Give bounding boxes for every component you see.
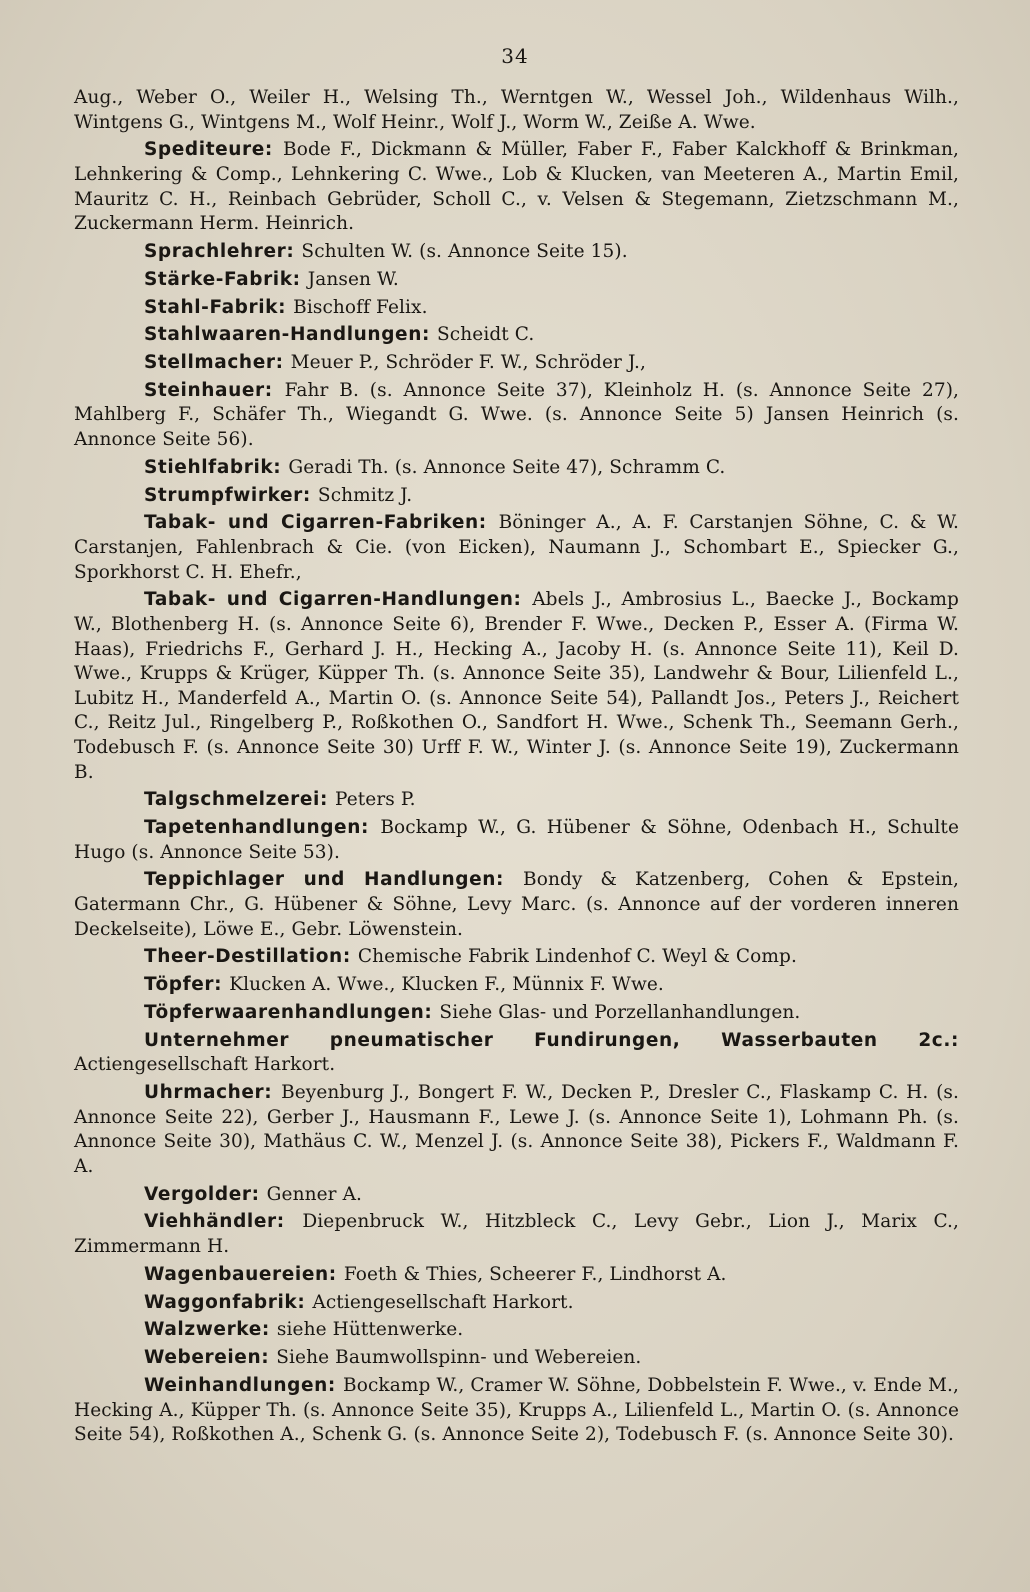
- entry-names: Genner A.: [266, 1183, 363, 1205]
- entry-category: Walzwerke:: [144, 1319, 270, 1341]
- entry-names: Fahr B. (s. Annonce Seite 37), Kleinholz H. (s. Annonce Seite 27), Mahlberg F., Schäfer Th., Wiegandt G. Wwe. (s. Annonce Seite 5) Jansen Heinrich (s. Annonce Seite 56).: [74, 379, 959, 451]
- entry-names: Abels J., Ambrosius L., Baecke J., Bockamp W., Blothenberg H. (s. Annonce Seite 6), Brender F. Wwe., Decken P., Esser A. (Firma W. Haas), Friedrichs F., Gerhard J. H., Hecking A., Jacoby H. (s. Annonce Seite 11), Keil D. Wwe., Krupps & Krüger, Küpper Th. (s. Annonce Seite 35), Landwehr & Bour, Lilienfeld L., Lubitz H., Manderfeld A., Martin O. (s. Annonce Seite 54), Pallandt Jos., Peters J., Reichert C., Reitz Jul., Ringelberg P., Roßkothen O., Sandfort H. Wwe., Schenk Th., Seemann Gerh., Todebusch F. (s. Annonce Seite 30) Urff F. W., Winter J. (s. Annonce Seite 19), Zuckermann B.: [74, 589, 959, 783]
- entry-names: Beyenburg J., Bongert F. W., Decken P., Dresler C., Flaskamp C. H. (s. Annonce Seite 22), Gerber J., Hausmann F., Lewe J. (s. Annonce Seite 1), Lohmann Ph. (s. Annonce Seite 30), Mathäus C. W., Menzel J. (s. Annonce Seite 38), Pickers F., Waldmann F. A.: [74, 1082, 959, 1177]
- entry-category: Unternehmer pneumatischer Fundirungen, Wasserbauten 2c.:: [144, 1029, 959, 1051]
- directory-entry: [74, 868, 959, 942]
- directory-entries: [74, 86, 959, 1451]
- directory-entry: [74, 945, 959, 970]
- entry-names: Actiengesellschaft Harkort.: [74, 1054, 336, 1076]
- entry-category: Stellmacher:: [144, 352, 284, 374]
- directory-entry: [74, 1183, 959, 1208]
- directory-entry: [74, 788, 959, 813]
- entry-category: Wagenbauereien:: [144, 1263, 337, 1285]
- entry-category: Stiehlfabrik:: [144, 456, 282, 478]
- entry-category: Stahlwaaren-Handlungen:: [144, 324, 430, 346]
- entry-names: Geradi Th. (s. Annonce Seite 47), Schramm C.: [288, 456, 726, 478]
- entry-names: Bockamp W., Cramer W. Söhne, Dobbelstein F. Wwe., v. Ende M., Hecking A., Küpper Th. (s. Annonce Seite 35), Krupps A., Lilienfeld L., Martin O. (s. Annonce Seite 54), Roßkothen A., Schenk G. (s. Annonce Seite 2), Todebusch F. (s. Annonce Seite 30).: [74, 1374, 959, 1446]
- entry-names: Schmitz J.: [317, 484, 413, 506]
- entry-names: Böninger A., A. F. Carstanjen Söhne, C. & W. Carstanjen, Fahlenbrach & Cie. (von Eicken), Naumann J., Schombart E., Spiecker G., Sporkhorst C. H. Ehefr.,: [74, 512, 959, 583]
- directory-entry: [74, 588, 959, 785]
- entry-names: Siehe Glas- und Porzellanhandlungen.: [439, 1001, 801, 1023]
- directory-entry: [74, 1001, 959, 1026]
- directory-entry: [74, 296, 959, 321]
- entry-category: Webereien:: [144, 1347, 270, 1369]
- directory-entry: [74, 816, 959, 865]
- entry-category: Uhrmacher:: [144, 1082, 273, 1104]
- directory-entry: [74, 86, 959, 135]
- directory-entry: [74, 456, 959, 481]
- entry-names: Diepenbruck W., Hitzbleck C., Levy Gebr., Lion J., Marix C., Zimmermann H.: [74, 1211, 959, 1258]
- entry-category: Sprachlehrer:: [144, 240, 295, 262]
- entry-category: Strumpfwirker:: [144, 484, 311, 506]
- entry-names: Bondy & Katzenberg, Cohen & Epstein, Gatermann Chr., G. Hübener & Söhne, Levy Marc. (s. Annonce auf der vorderen inneren Deckelseite), Löwe E., Gebr. Löwenstein.: [74, 869, 959, 940]
- entry-category: Waggonfabrik:: [144, 1291, 306, 1313]
- entry-category: Stahl-Fabrik:: [144, 296, 287, 318]
- entry-category: Tabak- und Cigarren-Handlungen:: [144, 589, 522, 611]
- entry-category: Weinhandlungen:: [144, 1374, 336, 1396]
- entry-category: Teppichlager und Handlungen:: [144, 869, 505, 891]
- entry-category: Tapetenhandlungen:: [144, 817, 369, 839]
- entry-category: Vergolder:: [144, 1183, 260, 1205]
- entry-names: Meuer P., Schröder F. W., Schröder J.,: [290, 352, 647, 374]
- entry-names: Foeth & Thies, Scheerer F., Lindhorst A.: [343, 1263, 727, 1285]
- directory-entry: [74, 268, 959, 293]
- entry-names: Jansen W.: [307, 268, 399, 290]
- entry-names: Bischoff Felix.: [293, 296, 428, 318]
- entry-names: Bode F., Dickmann & Müller, Faber F., Faber Kalckhoff & Brinkman, Lehnkering & Comp., Lehnkering C. Wwe., Lob & Klucken, van Meeteren A., Martin Emil, Mauritz C. H., Reinbach Gebrüder, Scholl C., v. Velsen & Stegemann, Zietzschmann M., Zuckermann Herm. Heinrich.: [74, 139, 959, 235]
- directory-entry: [74, 1291, 959, 1316]
- directory-entry: [74, 138, 959, 236]
- entry-category: Stärke-Fabrik:: [144, 268, 301, 290]
- entry-category: Theer-Destillation:: [144, 946, 351, 968]
- directory-entry: [74, 1263, 959, 1288]
- entry-names: Aug., Weber O., Weiler H., Welsing Th., Werntgen W., Wessel Joh., Wildenhaus Wilh., Wintgens G., Wintgens M., Wolf Heinr., Wolf J., Worm W., Zeiße A. Wwe.: [74, 87, 959, 133]
- directory-entry: [74, 511, 959, 585]
- entry-category: Tabak- und Cigarren-Fabriken:: [144, 512, 487, 534]
- directory-entry: [74, 379, 959, 453]
- entry-category: Töpferwaarenhandlungen:: [144, 1001, 433, 1023]
- entry-names: Klucken A. Wwe., Klucken F., Münnix F. Wwe.: [229, 974, 664, 996]
- entry-category: Viehhändler:: [144, 1211, 285, 1233]
- directory-entry: [74, 240, 959, 265]
- entry-names: siehe Hüttenwerke.: [276, 1319, 464, 1341]
- directory-entry: [74, 1346, 959, 1371]
- directory-entry: [74, 1374, 959, 1448]
- entry-names: Scheidt C.: [437, 324, 535, 346]
- entry-names: Chemische Fabrik Lindenhof C. Weyl & Comp.: [357, 946, 797, 968]
- directory-entry: [74, 323, 959, 348]
- directory-entry: [74, 1081, 959, 1179]
- directory-entry: [74, 1318, 959, 1343]
- entry-category: Töpfer:: [144, 974, 223, 996]
- entry-category: Spediteure:: [144, 139, 273, 161]
- directory-entry: [74, 1029, 959, 1078]
- directory-entry: [74, 1210, 959, 1259]
- directory-entry: [74, 351, 959, 376]
- entry-category: Steinhauer:: [144, 379, 273, 401]
- entry-category: Talgschmelzerei:: [144, 789, 328, 811]
- entry-names: Siehe Baumwollspinn- und Webereien.: [276, 1347, 642, 1369]
- page-number: 34: [501, 44, 529, 68]
- directory-entry: [74, 973, 959, 998]
- entry-names: Schulten W. (s. Annonce Seite 15).: [301, 240, 628, 262]
- directory-entry: [74, 484, 959, 509]
- entry-names: Bockamp W., G. Hübener & Söhne, Odenbach H., Schulte Hugo (s. Annonce Seite 53).: [74, 817, 959, 863]
- entry-names: Actiengesellschaft Harkort.: [312, 1291, 574, 1313]
- entry-names: Peters P.: [335, 789, 416, 811]
